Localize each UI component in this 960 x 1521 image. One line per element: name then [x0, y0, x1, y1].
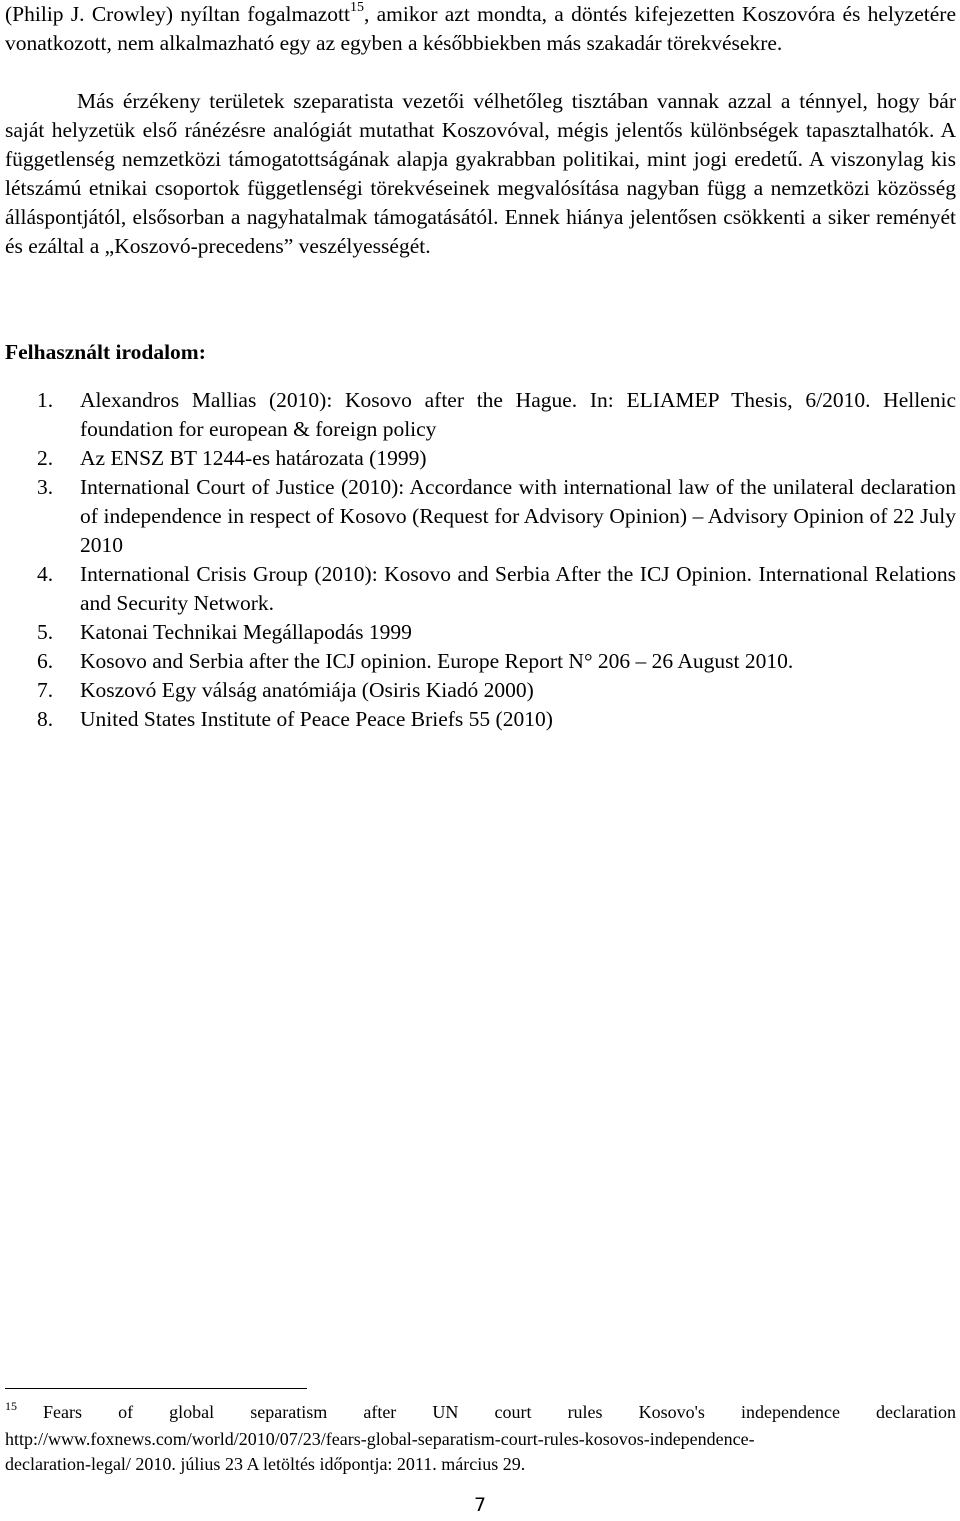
body-paragraph-2	[5, 87, 956, 261]
reference-item-3	[0, 473, 956, 560]
references-list	[0, 386, 960, 734]
reference-number: 6.	[37, 649, 54, 673]
reference-item-7	[0, 676, 956, 705]
reference-text: Kosovo and Serbia after the ICJ opinion. Europe Report N° 206 – 26 August 2010.	[80, 649, 794, 673]
references-heading: Felhasznált irodalom:	[5, 340, 206, 364]
footnote-url[interactable]: http://www.foxnews.com/world/2010/07/23/fears-global-separatism-court-rules-kosovos-independence-	[5, 1429, 755, 1449]
footnote-line-3: declaration-legal/ 2010. július 23 A letöltés időpontja: 2011. március 29.	[5, 1454, 526, 1474]
reference-item-4	[0, 560, 956, 618]
reference-text: Katonai Technikai Megállapodás 1999	[80, 620, 412, 644]
reference-item-2	[0, 444, 956, 473]
reference-number: 3.	[37, 475, 54, 499]
reference-text: Az ENSZ BT 1244-es határozata (1999)	[80, 446, 427, 470]
reference-item-5	[0, 618, 956, 647]
footnote-line-1	[5, 1400, 956, 1427]
reference-text: United States Institute of Peace Peace Briefs 55 (2010)	[80, 707, 553, 731]
reference-text: Koszovó Egy válság anatómiája (Osiris Kiadó 2000)	[80, 678, 534, 702]
paragraph-2-text: Más érzékeny területek szeparatista vezetői vélhetőleg tisztában vannak azzal a ténnyel, hogy bár saját helyzetük első ránézésre analógiát mutathat Koszovóval, mégis jelentős különbségek tapasztalhatók. A függetlenség nemzetközi támogatottságának alapja gyakrabban politikai, mint jogi eredetű. A viszonylag kis létszámú etnikai csoportok függetlenségi törekvéseinek megvalósítása nagyban függ a nemzetközi közösség álláspontjától, elsősorban a nagyhatalmak támogatásától. Ennek hiánya jelentősen csökkenti a siker reményét és ezáltal a „Koszovó-precedens” veszélyességét.	[5, 89, 956, 258]
body-paragraph-1	[5, 0, 956, 58]
reference-text: International Crisis Group (2010): Kosovo and Serbia After the ICJ Opinion. International Relations and Security Network.	[80, 562, 956, 615]
reference-number: 4.	[37, 562, 54, 586]
footnote-title: Fears of global separatism after UN court rules Kosovo's independence declaration	[43, 1402, 956, 1422]
paragraph-1-text-end: , amikor azt mondta, a döntés kifejezetten Koszovóra és helyzetére vonatkozott, nem alkalmazható egy az egyben a későbbiekben más szakadár törekvésekre.	[5, 2, 956, 55]
reference-number: 2.	[37, 446, 54, 470]
reference-item-8	[0, 705, 956, 734]
footnote-15	[5, 1400, 956, 1477]
paragraph-1-text-start: (Philip J. Crowley) nyíltan fogalmazott	[5, 2, 350, 26]
page-number: 7	[473, 1494, 487, 1516]
reference-text: International Court of Justice (2010): Accordance with international law of the unilateral declaration of independence in respect of Kosovo (Request for Advisory Opinion) – Advisory Opinion of 22 July 2010	[80, 475, 956, 557]
footnote-number: 15	[5, 1399, 17, 1413]
reference-item-6	[0, 647, 956, 676]
reference-number: 8.	[37, 707, 54, 731]
reference-text: Alexandros Mallias (2010): Kosovo after the Hague. In: ELIAMEP Thesis, 6/2010. Hellenic foundation for european & foreign policy	[80, 388, 956, 441]
reference-number: 1.	[37, 388, 54, 412]
reference-item-1	[0, 386, 956, 444]
footnote-reference-15[interactable]: 15	[349, 0, 364, 15]
footnote-separator	[5, 1388, 307, 1389]
reference-number: 5.	[37, 620, 54, 644]
reference-number: 7.	[37, 678, 54, 702]
